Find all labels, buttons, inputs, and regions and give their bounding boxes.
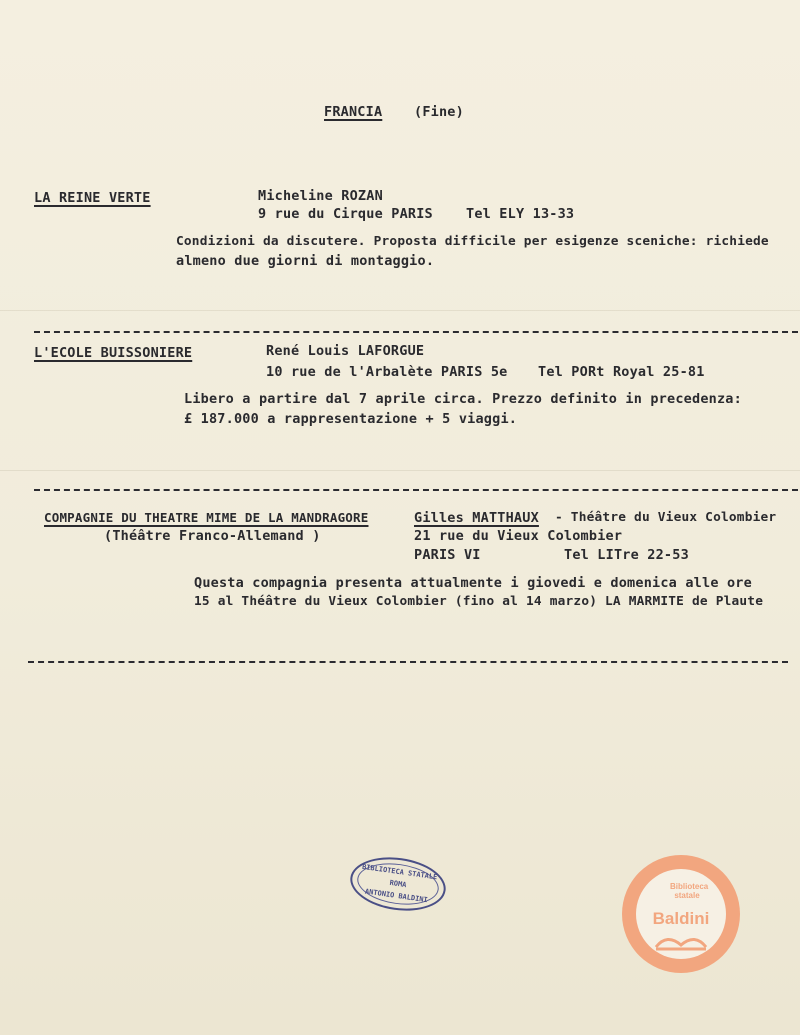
stamp-text: ROMA [389,878,407,890]
separator-line [28,661,788,663]
entry-1-name: LA REINE VERTE [34,190,151,206]
entry-3-note-line: Questa compagnia presenta attualmente i giovedi e domenica alle ore [194,575,752,591]
entry-1-address: 9 rue du Cirque PARIS [258,206,433,222]
logo-small-text: Biblioteca statale [670,882,709,900]
entry-2-name: L'ECOLE BUISSONIERE [34,345,193,361]
entry-1-contact: Micheline ROZAN [258,188,383,204]
entry-1-phone: Tel ELY 13-33 [466,206,575,222]
entry-3-name: COMPAGNIE DU THEATRE MIME DE LA MANDRAGORE [44,510,369,525]
stamp-text: BIBLIOTECA STATALE [361,862,438,882]
entry-2-note-line: Libero a partire dal 7 aprile circa. Prezzo definito in precedenza: [184,391,742,407]
entry-3-contact-suffix: - Théâtre du Vieux Colombier [555,510,777,525]
entry-3-contact: Gilles MATTHAUX [414,510,539,526]
separator-line [34,489,798,491]
paper-fold [0,310,800,311]
book-icon [652,929,710,951]
separator-line [34,331,798,333]
entry-3-name-sub: (Théâtre Franco-Allemand ) [104,528,321,544]
entry-2-contact: René Louis LAFORGUE [266,343,425,359]
entry-2-note-line: £ 187.000 a rappresentazione + 5 viaggi. [184,411,518,427]
page-subtitle: (Fine) [414,104,464,120]
entry-2-address: 10 rue de l'Arbalète PARIS 5e [266,364,508,380]
entry-2-phone: Tel PORt Royal 25-81 [538,364,705,380]
entry-3-phone: Tel LITre 22-53 [564,547,689,563]
entry-3-address: 21 rue du Vieux Colombier [414,528,623,544]
entry-3-note-line: 15 al Théâtre du Vieux Colombier (fino al 14 marzo) LA MARMITE de Plaute [194,594,764,609]
baldini-logo [622,855,740,973]
entry-1-note-line: Condizioni da discutere. Proposta difficile per esigenze sceniche: richiede [176,234,769,249]
paper-fold [0,470,800,471]
entry-3-city: PARIS VI [414,547,481,563]
page-title: FRANCIA [324,104,383,120]
library-stamp [347,852,449,917]
entry-1-note-line: almeno due giorni di montaggio. [176,253,435,269]
logo-brand-text: Baldini [652,909,710,928]
stamp-text: ANTONIO BALDINI [364,887,429,905]
